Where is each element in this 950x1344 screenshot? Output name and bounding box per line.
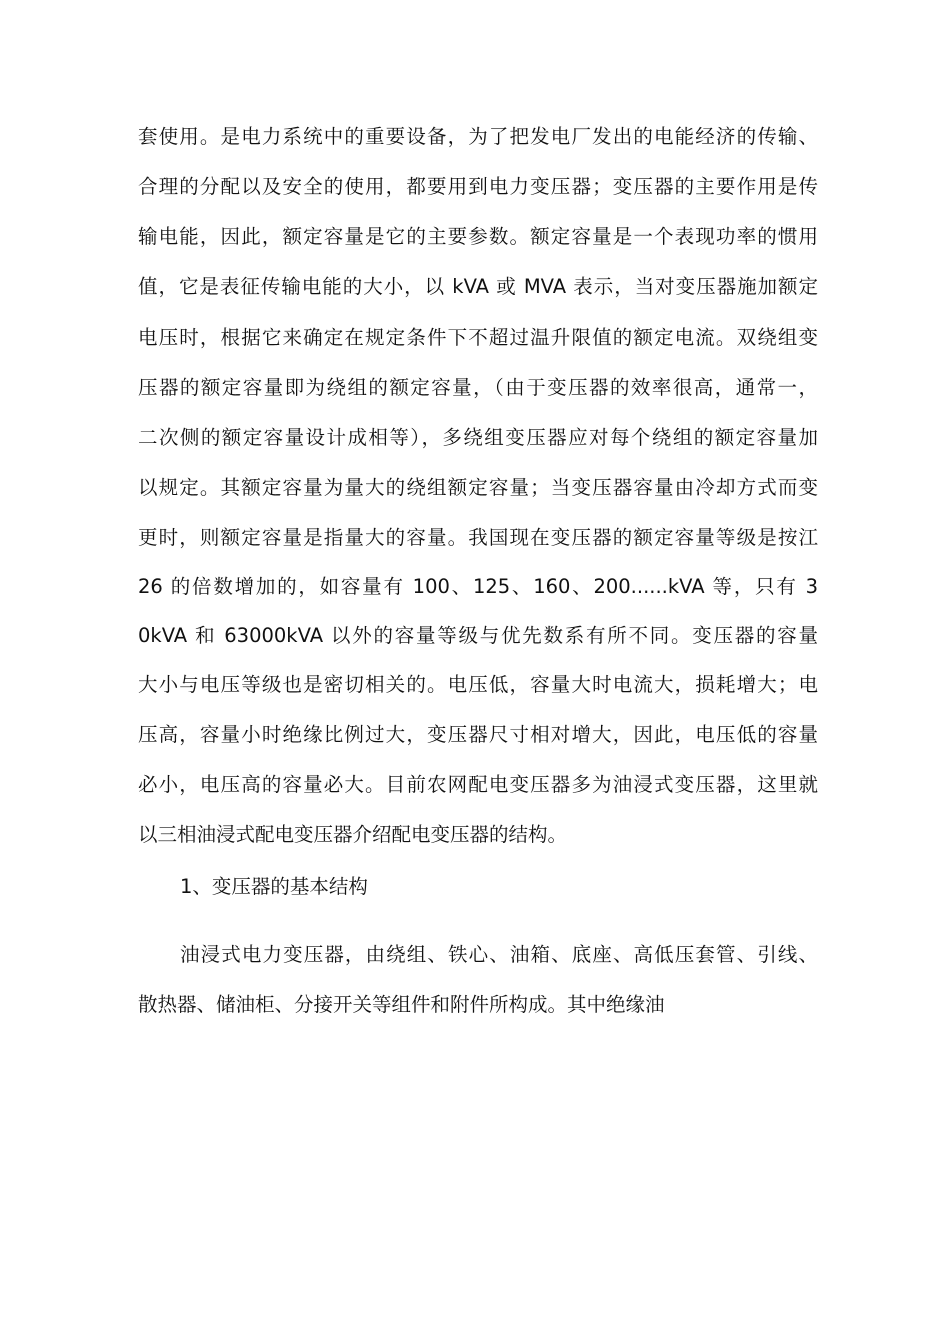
text-line: 更时，则额定容量是指量大的容量。我国现在变压器的额定容量等级是按江	[138, 526, 818, 549]
text-line: 必小，电压高的容量必大。目前农网配电变压器多为油浸式变压器，这里就	[138, 773, 818, 796]
text-line: 输电能，因此，额定容量是它的主要参数。额定容量是一个表现功率的惯用	[138, 225, 818, 248]
text-line: 0kVA 和 63000kVA 以外的容量等级与优先数系有所不同。变压器的容量	[138, 624, 818, 647]
text-line: 26 的倍数增加的，如容量有 100、125、160、200......kVA 等，只有 3	[138, 575, 818, 598]
text-line: 电压时，根据它来确定在规定条件下不超过温升限值的额定电流。双绕组变	[138, 326, 818, 349]
text-line: 压器的额定容量即为绕组的额定容量，（由于变压器的效率很高，通常一，	[138, 376, 818, 399]
text-line: 以规定。其额定容量为量大的绕组额定容量；当变压器容量由冷却方式而变	[138, 476, 818, 499]
text-line: 二次侧的额定容量设计成相等），多绕组变压器应对每个绕组的额定容量加	[138, 426, 818, 449]
text-line: 值，它是表征传输电能的大小，以 kVA 或 MVA 表示，当对变压器施加额定	[138, 275, 818, 298]
text-line: 合理的分配以及安全的使用，都要用到电力变压器；变压器的主要作用是传	[138, 175, 818, 198]
text-line: 套使用。是电力系统中的重要设备，为了把发电厂发出的电能经济的传输、	[138, 125, 818, 148]
text-line: 散热器、储油柜、分接开关等组件和附件所构成。其中绝缘油	[138, 993, 665, 1016]
text-line: 以三相油浸式配电变压器介绍配电变压器的结构。	[138, 823, 568, 846]
text-line: 油浸式电力变压器，由绕组、铁心、油箱、底座、高低压套管、引线、	[180, 943, 818, 966]
text-line: 大小与电压等级也是密切相关的。电压低，容量大时电流大，损耗增大；电	[138, 673, 818, 696]
section-heading: 1、变压器的基本结构	[180, 875, 368, 898]
text-line: 压高，容量小时绝缘比例过大，变压器尺寸相对增大，因此，电压低的容量	[138, 723, 818, 746]
